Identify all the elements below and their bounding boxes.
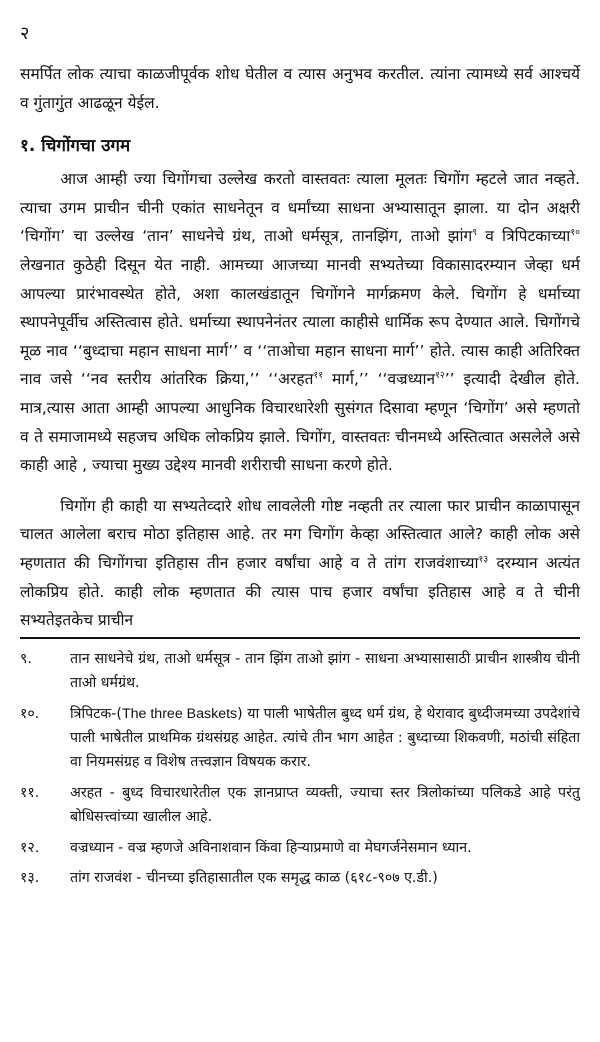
- footnote-number: १२.: [20, 839, 40, 856]
- section-heading: १. चिगोंगचा उगम: [20, 136, 131, 157]
- footnote-item: [20, 781, 580, 830]
- footnote-ref-12: १२: [435, 370, 445, 382]
- footnote-ref-13: १३: [478, 553, 489, 565]
- footnote-divider: [20, 637, 580, 639]
- intro-paragraph: समर्पित लोक त्याचा काळजीपूर्वक शोध घेतील व त्यास अनुभव करतील. त्यांना त्यामध्ये सर्व आश्चर्ये व गुंतागुंत आढळून येईल.: [20, 65, 580, 112]
- footnote-ref-10: १०: [570, 227, 580, 239]
- body-paragraph-1: आज आम्ही ज्या चिगोंगचा उल्लेख करतो वास्तवतः त्याला मूलतः चिगोंग म्हटले जात नव्हते. त्याचा उगम प्राचीन चीनी एकांत साधनेतून व धर्मांच्या साधना अभ्यासातून झाला. या दोन अक्षरी ‘चिगोंग’ चा उल्लेख ‘तान’ साधनेचे ग्रंथ, ताओ धर्मसूत्र, तानझिंग, ताओ झांग$^९$ व त्रिपिटकाच्या$^{१०}$ लेखनात कुठेही दिसून येत नाही. आमच्या आजच्या मानवी सभ्यतेच्या विकासादरम्यान जेव्हा धर्म आपल्या प्रारंभावस्थेत होते, अशा कालखंडातून चिगोंगने मार्गक्रमण केले. चिगोंग हे धर्माच्या स्थापनेपूर्वीच अस्तित्वास होते. धर्माच्या स्थापनेनंतर त्याला काहीसे धार्मिक रूप देण्यात आले. चिगोंगचे मूळ नाव ‘‘बुध्दाचा महान साधना मार्ग’’ व ‘‘ताओचा महान साधना मार्ग’’ होते. त्यास काही अतिरिक्त नाव जसे ‘‘नव स्तरीय आंतरिक क्रिया,’’ ‘‘अरहत$^{११}$ मार्ग,’’ ‘‘वज्रध्यान$^{१२}$’’ इत्यादी देखील होते. मात्र,त्यास आता आम्ही आपल्या आधुनिक विचारधारेशी सुसंगत दिसावा म्हणून ‘चिगोंग’ असे म्हणतो व ते समाजामध्ये सहजच अधिक लोकप्रिय झाले. चिगोंग, वास्तवतः चीनमध्ये अस्तित्वात असलेले असे काही आहे , ज्याचा मुख्य उद्देश्य मानवी शरीराची साधना करणे होते.: [20, 170, 580, 475]
- footnote-text: अरहत - बुध्द विचारधारेतील एक ज्ञानप्राप्त व्यक्ती, ज्याचा स्तर त्रिलोकांच्या पलिकडे आहे परंतु बोधिसत्त्वांच्या खालील आहे.: [70, 784, 580, 826]
- footnote-item: [20, 836, 580, 860]
- footnote-number: १०.: [20, 705, 40, 722]
- footnote-item: [20, 647, 580, 696]
- footnote-list: [20, 647, 580, 891]
- footnote-item: [20, 866, 580, 890]
- footnote-ref-11: ११: [313, 370, 324, 382]
- body-paragraph-2: चिगोंग ही काही या सभ्यतेव्दारे शोध लावलेली गोष्ट नव्हती तर त्याला फार प्राचीन काळापासून चालत आलेला बराच मोठा इतिहास आहे. तर मग चिगोंग केव्हा अस्तित्वात आले? काही लोक असे म्हणतात की चिगोंगचा इतिहास तीन हजार वर्षांचा आहे व ते तांग राजवंशाच्या$^{१३}$ दरम्यान अत्यंत लोकप्रिय होते. काही लोक म्हणतात की त्यास पाच हजार वर्षांचा इतिहास आहे व ते चीनी सभ्यतेइतकेच प्राचीन: [20, 496, 580, 630]
- footnote-item: [20, 702, 580, 775]
- footnote-number: १३.: [20, 869, 40, 886]
- footnote-ref-9: ९: [472, 227, 478, 239]
- footnote-number: ९.: [20, 650, 32, 667]
- footnote-text: तान साधनेचे ग्रंथ, ताओ धर्मसूत्र - तान झिंग ताओ झांग - साधना अभ्यासासाठी प्राचीन शास्त्रीय चीनी ताओ धर्मग्रंथ.: [70, 650, 580, 692]
- footnote-text: वज्रध्यान - वज्र म्हणजे अविनाशवान किंवा हिऱ्याप्रमाणे वा मेघगर्जनेसमान ध्यान.: [70, 839, 472, 856]
- footnote-text: तांग राजवंश - चीनच्या इतिहासातील एक समृद्ध काळ (६१८-९०७ ए.डी.): [70, 869, 438, 886]
- footnote-text: त्रिपिटक-(The three Baskets) या पाली भाषेतील बुध्द धर्म ग्रंथ, हे थेरावाद बुध्दीजमच्या उपदेशांचे पाली भाषेतील प्राथमिक ग्रंथसंग्रह आहेत. त्यांचे तीन भाग आहेत : बुध्दाच्या शिकवणी, मठांची संहिता वा नियमसंग्रह व विशेष तत्त्वज्ञान विषयक करार.: [70, 705, 580, 771]
- page-number: २: [20, 23, 30, 44]
- footnote-number: ११.: [20, 784, 40, 801]
